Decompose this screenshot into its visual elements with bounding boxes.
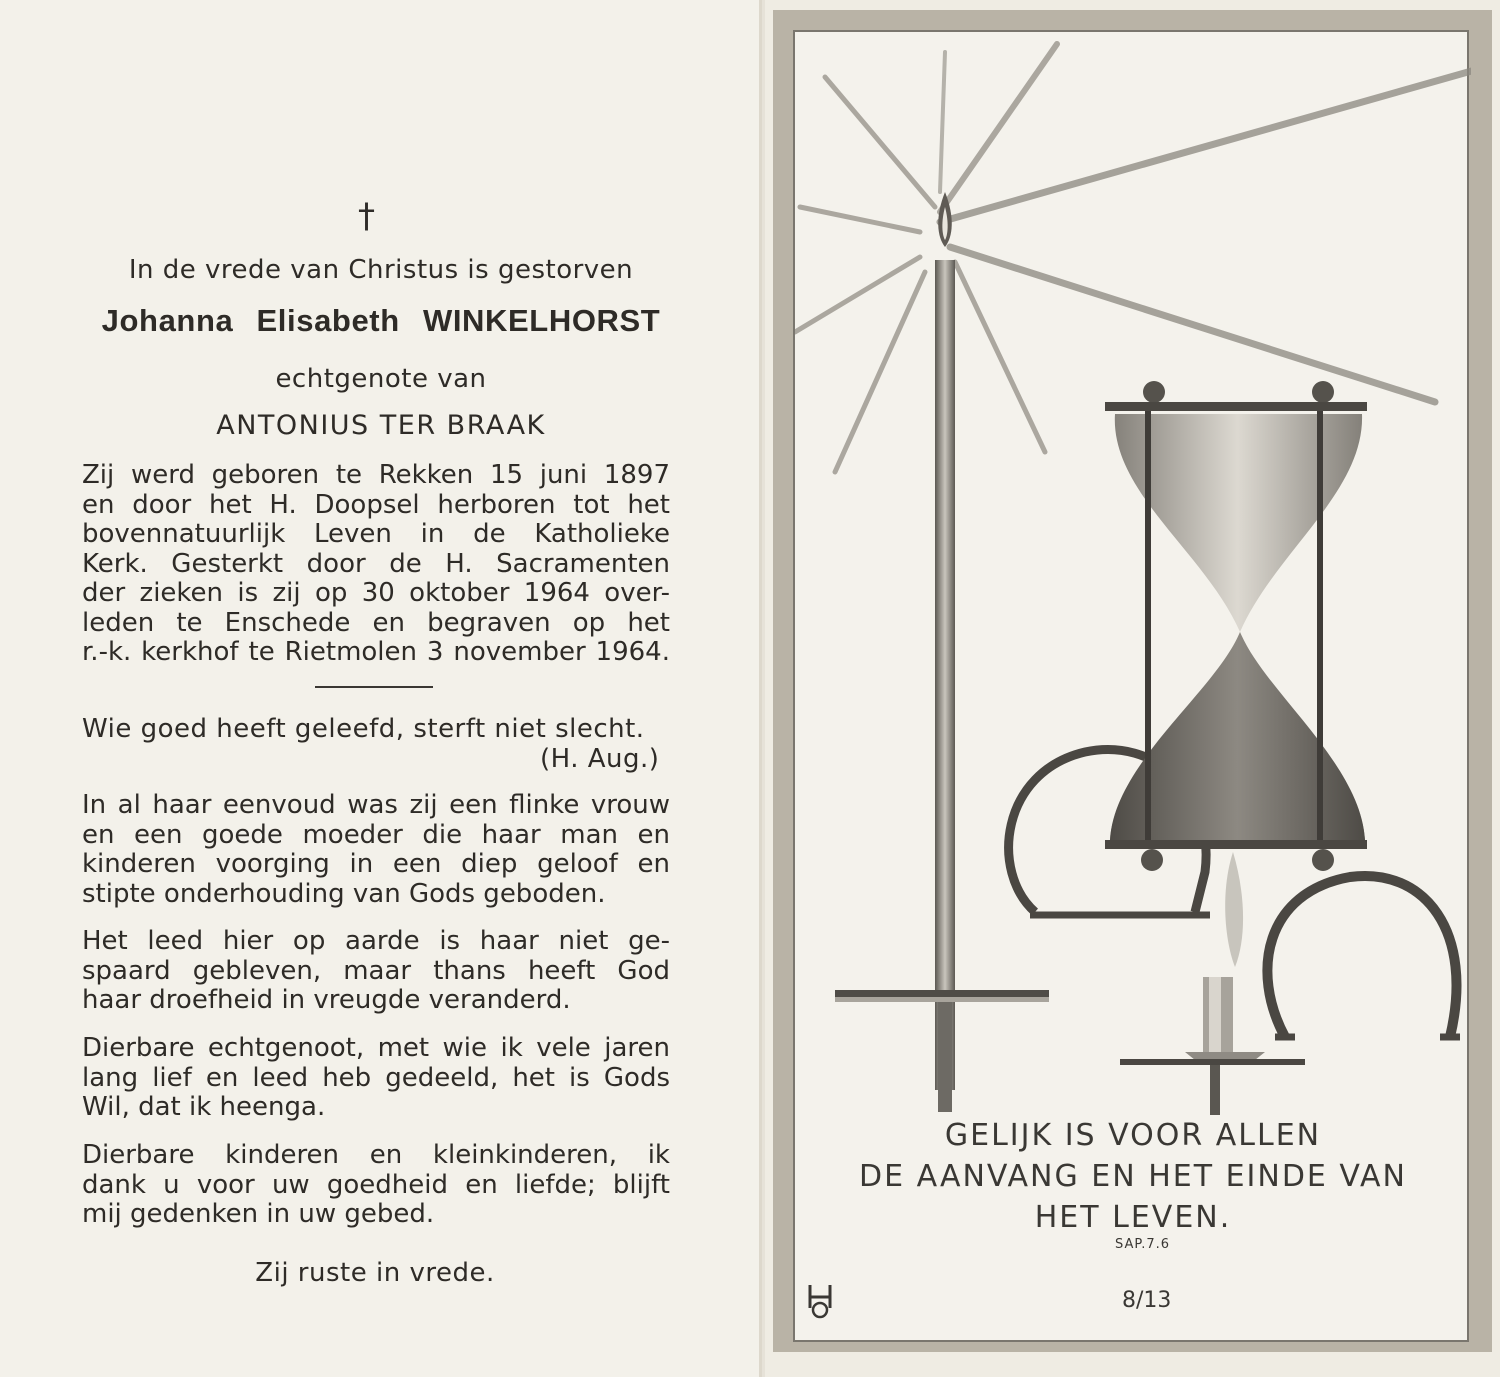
text-line: spaard gebleven, maar thans heeft God: [82, 955, 670, 986]
text-line: In al haar eenvoud was zij een flinke vrouw: [82, 790, 670, 820]
bible-reference: SAP.7.6: [1115, 1237, 1171, 1252]
text-line: haar droefheid in vreugde veranderd.: [82, 985, 571, 1015]
paragraph-children: [82, 1141, 670, 1230]
text-line: en een goede moeder die haar man en: [82, 819, 670, 850]
quote-source: (H. Aug.): [540, 744, 660, 774]
cross-icon: †: [358, 196, 375, 236]
motto-line-3: HET LEVEN.: [1034, 1200, 1232, 1235]
image-frame: [773, 10, 1492, 1352]
text-line: kinderen voorging in een diep geloof en: [82, 849, 670, 879]
text-line: mij gedenken in uw gebed.: [82, 1199, 435, 1229]
deceased-name: Johanna Elisabeth WINKELHORST: [101, 303, 661, 338]
bio-line: leden te Enschede en begraven op het: [82, 607, 670, 638]
divider-line: [315, 686, 433, 688]
paragraph-character: [82, 791, 670, 909]
text-line: Wil, dat ik heenga.: [82, 1092, 326, 1122]
quote: Wie goed heeft geleefd, sterft niet slecht.: [82, 714, 645, 744]
spouse-name: ANTONIUS TER BRAAK: [216, 410, 546, 441]
hourglass-icon: [1105, 381, 1367, 871]
text-line: stipte onderhouding van Gods geboden.: [82, 878, 606, 909]
bio-line: Zij werd geboren te Rekken 15 juni 1897: [82, 460, 670, 490]
text-line: Dierbare kinderen en kleinkinderen, ik: [82, 1140, 670, 1170]
monogram-icon: [805, 1280, 835, 1320]
bio-line: bovennatuurlijk Leven in de Katholieke: [82, 519, 670, 549]
bio-line: r.-k. kerkhof te Rietmolen 3 november 1964.: [82, 637, 670, 667]
closing-line: Zij ruste in vrede.: [255, 1258, 495, 1288]
text-line: dank u voor uw goedheid en liefde; blijft: [82, 1169, 670, 1200]
motto-line-2: DE AANVANG EN HET EINDE VAN: [859, 1159, 1407, 1194]
bio-line: Kerk. Gesterkt door de H. Sacramenten: [82, 548, 670, 579]
card-edge: [759, 0, 762, 1377]
card-number: 8/13: [1122, 1288, 1172, 1313]
paragraph-suffering: [82, 927, 670, 1016]
paragraph-spouse: [82, 1034, 670, 1123]
text-line: Het leed hier op aarde is haar niet ge-: [82, 926, 670, 956]
sword-crossguard: [835, 990, 1049, 997]
right-arc-stand: [1267, 876, 1456, 1037]
candle-icon: [1120, 852, 1305, 1115]
text-line: lang lief en leed heb gedeeld, het is Gods: [82, 1062, 670, 1093]
spouse-intro: echtgenote van: [275, 364, 487, 394]
image-panel: [793, 30, 1469, 1342]
sword-blade: [935, 260, 955, 1090]
biography: [82, 461, 670, 668]
text-line: Dierbare echtgenoot, met wie ik vele jaren: [82, 1033, 670, 1063]
bio-line: der zieken is zij op 30 oktober 1964 over-: [82, 578, 670, 608]
intro-line: In de vrede van Christus is gestorven: [128, 255, 634, 285]
memorial-image-card: [765, 0, 1500, 1377]
bio-line: en door het H. Doopsel herboren tot het: [82, 489, 670, 520]
motto-line-1: GELIJK IS VOOR ALLEN: [944, 1118, 1322, 1153]
